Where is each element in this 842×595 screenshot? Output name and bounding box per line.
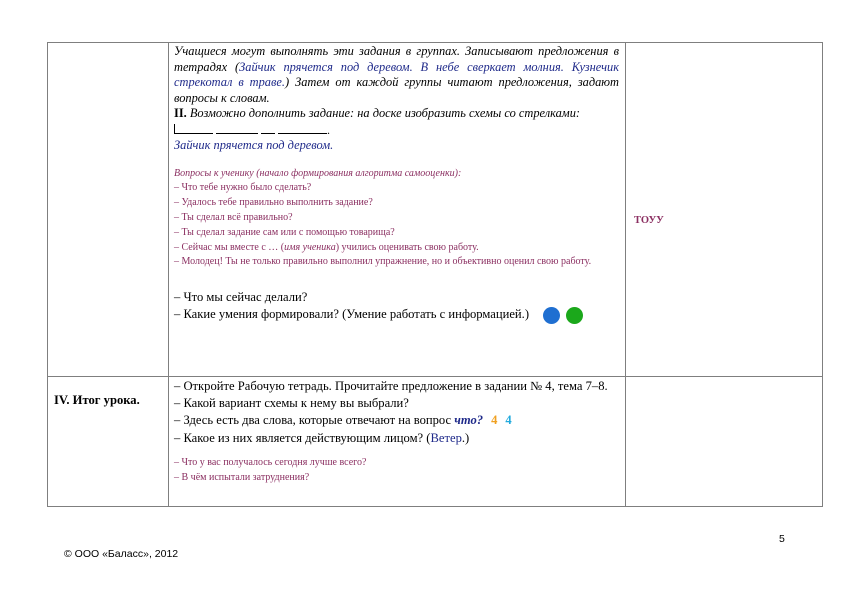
activity-cell: [169, 377, 626, 507]
list-item: – Ты сделал всё правильно?: [174, 211, 293, 223]
table-row: [48, 43, 823, 377]
stage-cell-empty: [48, 43, 169, 377]
sentence-schema: .: [174, 124, 619, 137]
list-item: – Сейчас мы вместе с … (имя ученика) учились оценивать свою работу.: [174, 241, 479, 253]
page-number: 5: [779, 533, 785, 545]
uud-cell-empty: [626, 377, 823, 507]
summary-line: – Откройте Рабочую тетрадь. Прочитайте предложение в задании № 4, тема 7–8.: [174, 379, 608, 393]
group-task-paragraph: Учащиеся могут выполнять эти задания в группах. Записывают предложения в тетрадях (Зайчик прячется под деревом. В небе сверкает молния. Кузнечик стрекотал в траве.) Затем от каждой группы читают предложения, задают вопросы к словам.: [174, 44, 619, 105]
questions-title: Вопросы к ученику (начало формирования алгоритма самооценки):: [174, 167, 462, 179]
summary-line: – Здесь есть два слова, которые отвечают на вопрос что? 4 4: [174, 413, 512, 428]
list-item: – Удалось тебе правильно выполнить задание?: [174, 197, 373, 209]
uud-cell: [626, 43, 823, 377]
list-item: – Ты сделал задание сам или с помощью товарища?: [174, 226, 395, 238]
activity-cell: [169, 43, 626, 377]
lesson-table: [47, 42, 823, 507]
summary-line: – Какой вариант схемы к нему вы выбрали?: [174, 396, 409, 411]
uud-label: ТОУУ: [634, 215, 664, 226]
stage-cell: [48, 377, 169, 507]
table-row: [48, 377, 823, 507]
stage-title: IV. Итог урока.: [54, 393, 140, 407]
list-item: – Что у вас получалось сегодня лучше всего?: [174, 456, 367, 468]
copyright-footer: © ООО «Баласс», 2012: [64, 548, 179, 560]
list-item: – Что тебе нужно было сделать?: [174, 182, 312, 194]
summary-question: – Что мы сейчас делали?: [174, 290, 308, 305]
list-item: – В чём испытали затруднения?: [174, 471, 310, 483]
list-item: – Молодец! Ты не только правильно выполнил упражнение, но и объективно оценил свою работу.: [174, 256, 592, 268]
green-circle-icon: [566, 307, 583, 324]
summary-line: – Какое из них является действующим лицом? (Ветер.): [174, 430, 470, 445]
example-sentence: Зайчик прячется под деревом.: [174, 137, 334, 152]
summary-question: – Какие умения формировали? (Умение работать с информацией.): [174, 306, 619, 324]
blue-circle-icon: [543, 307, 560, 324]
task-two-paragraph: II. Возможно дополнить задание: на доске изобразить схемы со стрелками:: [174, 106, 581, 121]
